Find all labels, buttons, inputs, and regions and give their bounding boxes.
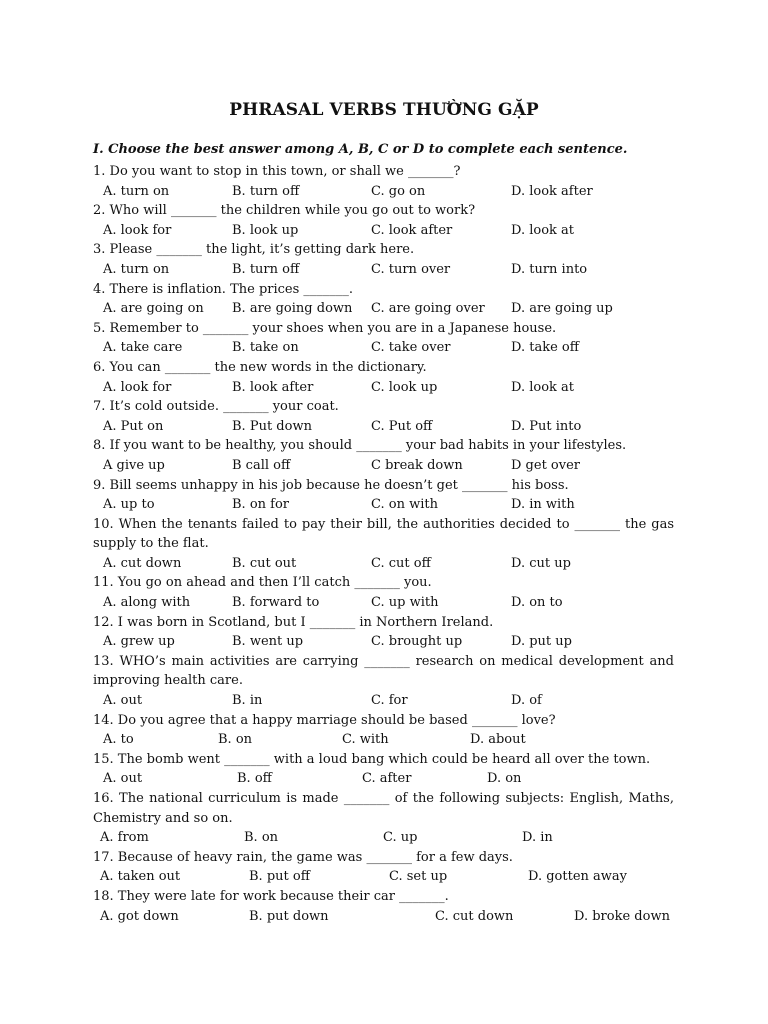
answer-option: D. broke down [574, 908, 670, 924]
question-item [93, 613, 674, 652]
answer-option: A. Put on [103, 418, 164, 434]
answer-options [93, 828, 674, 848]
answer-option: D. turn into [511, 261, 588, 277]
answer-option: C. are going over [371, 301, 485, 317]
question-text: 3. Please _______ the light, it’s getting dark here. [93, 242, 415, 258]
answer-option: C. after [362, 771, 412, 787]
answer-options [93, 691, 674, 711]
answer-options [93, 495, 674, 515]
question-item [93, 201, 674, 240]
answer-option: A. turn on [103, 183, 170, 199]
question-text: 5. Remember to _______ your shoes when you are in a Japanese house. [93, 320, 557, 336]
question-item [93, 789, 674, 848]
question-item [93, 162, 674, 201]
question-list [93, 162, 674, 926]
answer-option: D. take off [511, 340, 579, 356]
answer-option: D. in [522, 830, 553, 846]
answer-option: C. turn over [371, 261, 451, 277]
question-text: 15. The bomb went _______ with a loud bang which could be heard all over the town. [93, 751, 651, 767]
answer-option: C. cut down [435, 908, 514, 924]
answer-options [93, 593, 674, 613]
question-item [93, 476, 674, 515]
question-item [93, 573, 674, 612]
answer-option: D. look at [511, 222, 575, 238]
answer-option: D. on to [511, 595, 563, 611]
answer-option: A. from [100, 830, 149, 846]
answer-option: B. turn off [232, 183, 300, 199]
answer-option: B. went up [232, 634, 304, 650]
question-text: 16. The national curriculum is made _______ of the following subjects: English, Maths, Chemistry and so on. [93, 791, 674, 826]
question-text: 10. When the tenants failed to pay their bill, the authorities decided to _______ the gas supply to the flat. [93, 516, 674, 552]
page-title: PHRASAL VERBS THƯỜNG GẶP [229, 100, 539, 120]
answer-option: A. turn on [103, 261, 170, 277]
answer-option: D get over [511, 457, 581, 473]
question-item [93, 436, 674, 475]
question-text: 6. You can _______ the new words in the dictionary. [93, 359, 427, 375]
answer-option: B. off [237, 771, 272, 787]
question-item [93, 711, 674, 750]
question-text: 11. You go on ahead and then I’ll catch _______ you. [93, 575, 432, 591]
question-text: 7. It’s cold outside. _______ your coat. [93, 399, 339, 415]
answer-option: A. look for [103, 379, 172, 395]
question-item [93, 397, 674, 436]
answer-option: C. up with [371, 595, 439, 611]
answer-options [93, 456, 674, 476]
section-instruction: I. Choose the best answer among A, B, C or D to complete each sentence. [93, 142, 628, 157]
answer-options [93, 417, 674, 437]
answer-option: A. taken out [100, 869, 181, 885]
answer-options [93, 299, 674, 319]
answer-option: A. look for [103, 222, 172, 238]
answer-options [93, 378, 674, 398]
question-item [93, 280, 674, 319]
answer-option: D. gotten away [528, 869, 627, 885]
answer-option: B. on [244, 830, 279, 846]
answer-option: B. cut out [232, 555, 297, 571]
answer-option: C. look up [371, 379, 438, 395]
answer-option: A. along with [103, 595, 191, 611]
answer-options [93, 907, 674, 927]
question-text: 17. Because of heavy rain, the game was _______ for a few days. [93, 849, 513, 865]
question-item [93, 887, 674, 926]
question-text: 12. I was born in Scotland, but I _______ in Northern Ireland. [93, 614, 494, 630]
answer-option: D. put up [511, 634, 572, 650]
answer-option: B. turn off [232, 261, 300, 277]
answer-option: B. Put down [232, 418, 312, 434]
answer-option: C break down [371, 457, 463, 473]
answer-option: C. with [342, 732, 389, 748]
answer-option: B. on for [232, 497, 290, 513]
question-text: 18. They were late for work because their car _______. [93, 888, 449, 904]
answer-option: A. to [103, 732, 134, 748]
answer-option: D. about [470, 732, 526, 748]
answer-option: D. cut up [511, 555, 571, 571]
question-text: 1. Do you want to stop in this town, or shall we _______? [93, 164, 461, 179]
answer-options [93, 338, 674, 358]
answer-option: A. take care [103, 340, 183, 356]
answer-option: B. are going down [232, 301, 353, 317]
answer-option: A give up [103, 457, 165, 473]
answer-options [93, 867, 674, 887]
question-text: 4. There is inflation. The prices _______. [93, 281, 354, 297]
answer-option: C. brought up [371, 634, 463, 650]
answer-option: B. look after [232, 379, 314, 395]
question-item [93, 319, 674, 358]
answer-options [93, 182, 674, 202]
answer-options [93, 554, 674, 574]
answer-option: B. look up [232, 222, 299, 238]
answer-option: C. take over [371, 340, 451, 356]
question-text: 14. Do you agree that a happy marriage should be based _______ love? [93, 712, 556, 728]
answer-options [93, 632, 674, 652]
answer-option: C. go on [371, 183, 426, 199]
answer-option: B. take on [232, 340, 299, 356]
answer-option: A. cut down [103, 555, 182, 571]
answer-options [93, 730, 674, 750]
answer-option: B. in [232, 693, 263, 709]
answer-option: C. on with [371, 497, 438, 513]
answer-options [93, 769, 674, 789]
question-item [93, 652, 674, 711]
answer-option: A. are going on [103, 301, 204, 317]
answer-option: C. Put off [371, 418, 433, 434]
answer-option: D. of [511, 693, 542, 709]
answer-option: C. look after [371, 222, 453, 238]
question-text: 9. Bill seems unhappy in his job because he doesn’t get _______ his boss. [93, 477, 569, 493]
question-text: 13. WHO’s main activities are carrying _______ research on medical development and improving health care. [93, 653, 674, 689]
answer-option: D. are going up [511, 301, 613, 317]
question-text: 8. If you want to be healthy, you should _______ your bad habits in your lifestyles. [93, 438, 627, 454]
answer-option: C. set up [389, 869, 448, 885]
answer-option: D. in with [511, 497, 575, 513]
answer-option: B. put down [249, 908, 329, 924]
answer-options [93, 221, 674, 241]
answer-option: A. grew up [103, 634, 175, 650]
answer-option: B. on [218, 732, 253, 748]
question-text: 2. Who will _______ the children while you go out to work? [93, 203, 476, 219]
question-item [93, 515, 674, 574]
answer-option: A. up to [103, 497, 155, 513]
question-item [93, 848, 674, 887]
answer-option: B call off [232, 457, 291, 473]
answer-option: D. look at [511, 379, 575, 395]
question-item [93, 240, 674, 279]
answer-option: A. out [103, 693, 143, 709]
question-item [93, 358, 674, 397]
question-item [93, 750, 674, 789]
answer-option: D. look after [511, 183, 593, 199]
answer-option: D. Put into [511, 418, 582, 434]
answer-option: D. on [487, 771, 522, 787]
answer-option: B. forward to [232, 595, 320, 611]
answer-option: B. put off [249, 869, 310, 885]
answer-option: A. out [103, 771, 143, 787]
answer-option: A. got down [100, 908, 179, 924]
answer-option: C. for [371, 693, 408, 709]
answer-option: C. up [383, 830, 418, 846]
answer-option: C. cut off [371, 555, 431, 571]
answer-options [93, 260, 674, 280]
